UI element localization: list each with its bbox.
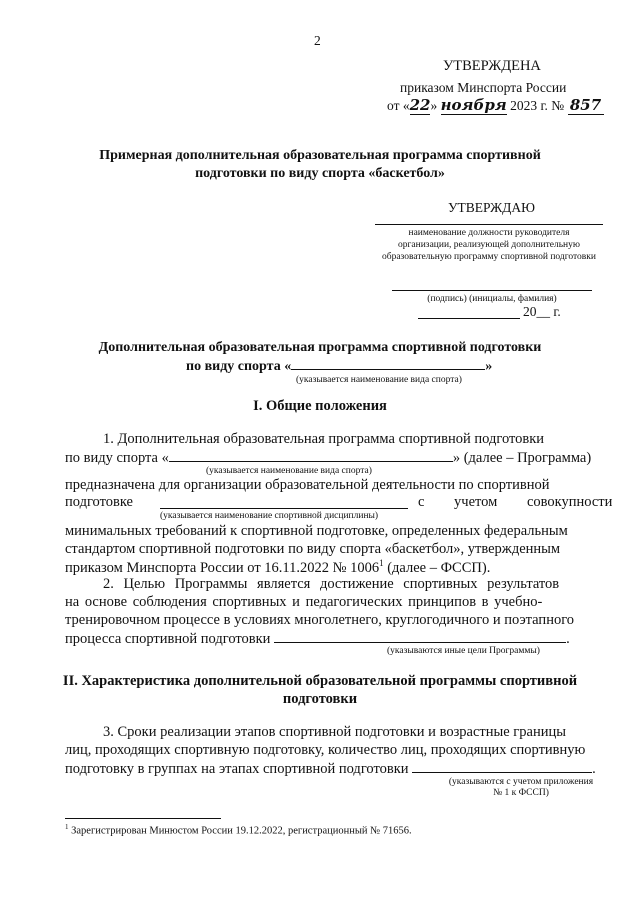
date-suffix: 2023 г. № bbox=[510, 98, 565, 113]
footnote-text: Зарегистрирован Минюстом России 19.12.2022, регистрационный № 71656. bbox=[68, 825, 412, 837]
p1-line6: стандартом спортивной подготовки по виду спорта «баскетбол», утвержденным bbox=[65, 541, 561, 557]
program-title-suffix: » bbox=[485, 359, 493, 374]
footnote-ref: 1 bbox=[379, 558, 384, 568]
footnote-mark: 1 bbox=[65, 823, 69, 831]
approval-order-line: приказом Минспорта России bbox=[400, 80, 567, 95]
handwritten-month: ноября bbox=[440, 96, 507, 114]
p3-line1: 3. Сроки реализации этапов спортивной подготовки и возрастные границы bbox=[103, 724, 566, 740]
handwritten-order-number: 857 bbox=[568, 96, 604, 115]
approve-year: 20__ г. bbox=[523, 304, 561, 319]
handwritten-day: 22 bbox=[409, 96, 431, 114]
p1-caption-1: (указывается наименование вида спорта) bbox=[206, 466, 372, 476]
p1-caption-2: (указывается наименование спортивной дисциплины) bbox=[160, 511, 379, 521]
date-mid: » bbox=[430, 98, 438, 113]
position-caption-2: организации, реализующей дополнительную bbox=[398, 240, 580, 250]
p2-caption: (указываются иные цели Программы) bbox=[387, 646, 540, 656]
approval-date-line bbox=[387, 96, 604, 115]
signature-caption: (подпись) (инициалы, фамилия) bbox=[427, 294, 557, 304]
program-title-line2 bbox=[186, 357, 492, 375]
position-line bbox=[375, 224, 603, 225]
p1-line2-a: по виду спорта « bbox=[65, 450, 169, 466]
p3-caption-2: № 1 к ФССП) bbox=[493, 788, 549, 798]
section1-heading: I. Общие положения bbox=[253, 398, 387, 414]
section2-heading-line2: подготовки bbox=[282, 691, 358, 707]
main-title-line2: подготовки по виду спорта «баскетбол» bbox=[195, 166, 445, 181]
date-blank-line bbox=[418, 318, 520, 319]
p3-line3 bbox=[65, 760, 596, 778]
p2-goals-blank bbox=[274, 630, 566, 643]
footnote-separator bbox=[65, 818, 221, 819]
approval-title: УТВЕРЖДЕНА bbox=[443, 58, 541, 74]
program-title-caption: (указывается наименование вида спорта) bbox=[296, 375, 462, 385]
p3-stages-blank bbox=[412, 760, 592, 773]
p1-line5: минимальных требований к спортивной подготовке, определенных федеральным bbox=[65, 523, 568, 539]
p2-line4-text: процесса спортивной подготовки bbox=[65, 631, 271, 647]
p2-line1: 2. Целью Программы является достижение спортивных результатов bbox=[103, 576, 560, 592]
program-title-line1: Дополнительная образовательная программа спортивной подготовки bbox=[98, 340, 542, 355]
date-prefix: от « bbox=[387, 98, 410, 113]
p2-line3: тренировочном процессе в условиях многолетнего, круглогодичного и поэтапного bbox=[65, 612, 575, 628]
signature-line bbox=[392, 290, 592, 291]
section2-heading-line1: II. Характеристика дополнительной образовательной программы спортивной bbox=[62, 673, 578, 689]
approve-title: УТВЕРЖДАЮ bbox=[448, 200, 536, 215]
p1-line2 bbox=[65, 449, 591, 467]
p3-line2: лиц, проходящих спортивную подготовку, количество лиц, проходящих спортивную bbox=[65, 742, 586, 758]
p3-line3-text: подготовку в группах на этапах спортивной подготовки bbox=[65, 761, 409, 777]
p1-line1: 1. Дополнительная образовательная программа спортивной подготовки bbox=[103, 431, 545, 447]
p1-line3: предназначена для организации образовательной деятельности по спортивной bbox=[65, 477, 550, 493]
p1-line7-a: приказом Минспорта России от 16.11.2022 № 1006 bbox=[65, 559, 380, 576]
p1-sport-blank bbox=[169, 449, 453, 462]
position-caption-1: наименование должности руководителя bbox=[408, 228, 570, 238]
p3-line3-end: . bbox=[592, 761, 596, 777]
p3-caption-1: (указываются с учетом приложения bbox=[448, 777, 594, 787]
program-title-prefix: по виду спорта « bbox=[186, 359, 292, 374]
p2-line4-end: . bbox=[566, 631, 570, 647]
p1-line4-b: с учетом совокупности bbox=[418, 494, 613, 510]
p1-line7-b: (далее – ФССП). bbox=[383, 559, 491, 576]
sport-name-blank bbox=[291, 357, 485, 370]
position-caption-3: образовательную программу спортивной подготовки bbox=[381, 252, 596, 262]
p1-line4-a: подготовке bbox=[65, 494, 133, 510]
p1-line2-b: » (далее – Программа) bbox=[452, 450, 592, 466]
footnote bbox=[65, 823, 412, 837]
page-number: 2 bbox=[314, 33, 321, 48]
p1-line7 bbox=[65, 558, 490, 577]
p1-discipline-blank bbox=[160, 508, 408, 509]
main-title-line1: Примерная дополнительная образовательная программа спортивной bbox=[99, 148, 541, 163]
p2-line2: на основе соблюдения спортивных и педагогических принципов в учебно- bbox=[65, 594, 543, 610]
